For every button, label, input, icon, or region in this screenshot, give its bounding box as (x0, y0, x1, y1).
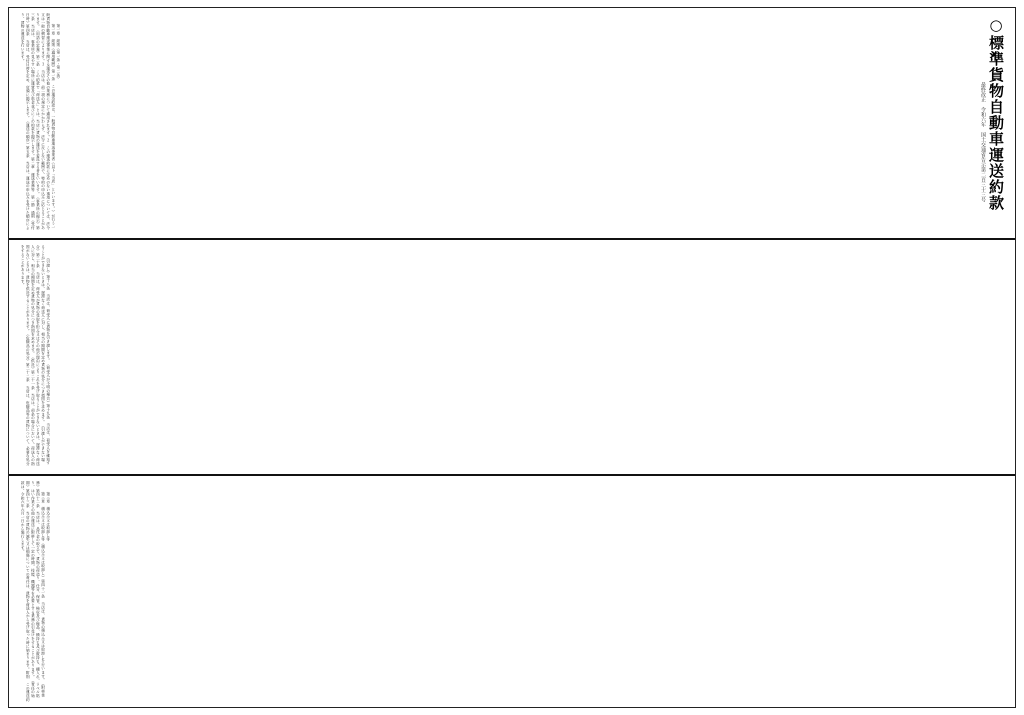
band-middle-body: （引渡し）第十八条 当店は、荷受人に貨物を引き渡します。（荷受人が不明の場合）第十九条 当店は、荷受人を確知することができないときは、遅滞なく荷送人に対し、相当の期間を定め貨物の処分につき指図を求めます。（引渡しができない場合）第二十条 当店は、荷受人が貨物の受取を拒み又はその他の理由によりこれを受け取ることができないときは、遅滞なく荷送人に対し、相当の期間を定め貨物の処分につき指図を求めます。（供託）第二十一条 当店は、前条の場合において、荷送人の指図がないときは、貨物を供託することがあります。（危険品の処分）第二十二条 当店は、危険品等の貨物について、必要な処分をすることがあります。 (21, 245, 51, 466)
document-sheet (8, 7, 1016, 708)
band-bottom-text (15, 481, 56, 702)
band-bottom-body: 第三章 積込み又は取卸し等（積込み又は取卸し）第四十一条 当店は、貨物の積込み又は取卸しを行います。（附帯業務）第四十二条 当店は、品代金の取立て、貨物の荷造り、仕分、保管、検収及び検品、横持ち及び縦持ち、棚入れ、ラベル貼り、はい作業その他の運送に附帯して一定の時間、技能、機器等を必要とする業務の引受けをすることがあります。（責任の始期）第四十三条 当店の貨物の滅失又は損傷についての責任は、貨物を荷送人から受け取った時に始まります。附則 この運送約款は、令和六年六月一日から施行します。 (21, 481, 46, 702)
band-top-body: 第一章 総則（適用範囲）第一条 この運送約款は、一般貨物自動車運送事業者（以下「当店」といいます。）が行う一般貨物自動車運送事業に関する運送その他の業務について適用されます。２ この運送約款に定めのない事項については、法令又は一般の慣習によります。３ 当店は、前二項の規定にかかわらず、法令に反しない範囲で、特約の申込みに応じることがあります。（用語の定義）第二条 この約款で「荷送人」とは、当店に貨物の運送を委託する者をいいます。（事業所の掲示）第三条 当店は、事業所の見やすい場所に運賃及び料金並びにこの約款を掲示します。第二章 運送業務等 第一節 通則（受付日時）第四条 当店は、受付日時を定め、店頭に掲示します。（運送の順序）第五条 当店は、運送の申込みを受けた順序により、貨物の運送を行います。 (21, 13, 56, 230)
page-band-middle (9, 238, 1015, 472)
page-band-bottom (9, 474, 1015, 707)
page-band-top (9, 8, 1015, 236)
chapter-heading: 第一章 総則（第一条・第二条） (56, 23, 61, 81)
band-middle-text (15, 245, 56, 467)
band-top-text (15, 13, 66, 231)
document-title: ○標準貨物自動車運送約款 (987, 16, 1005, 211)
chapter-heading: 第三章 積込み又は取卸し等 (46, 491, 51, 542)
amendment-note: 最終改正 令和六年 国土交通省告示第二百三十三号 (980, 82, 986, 202)
